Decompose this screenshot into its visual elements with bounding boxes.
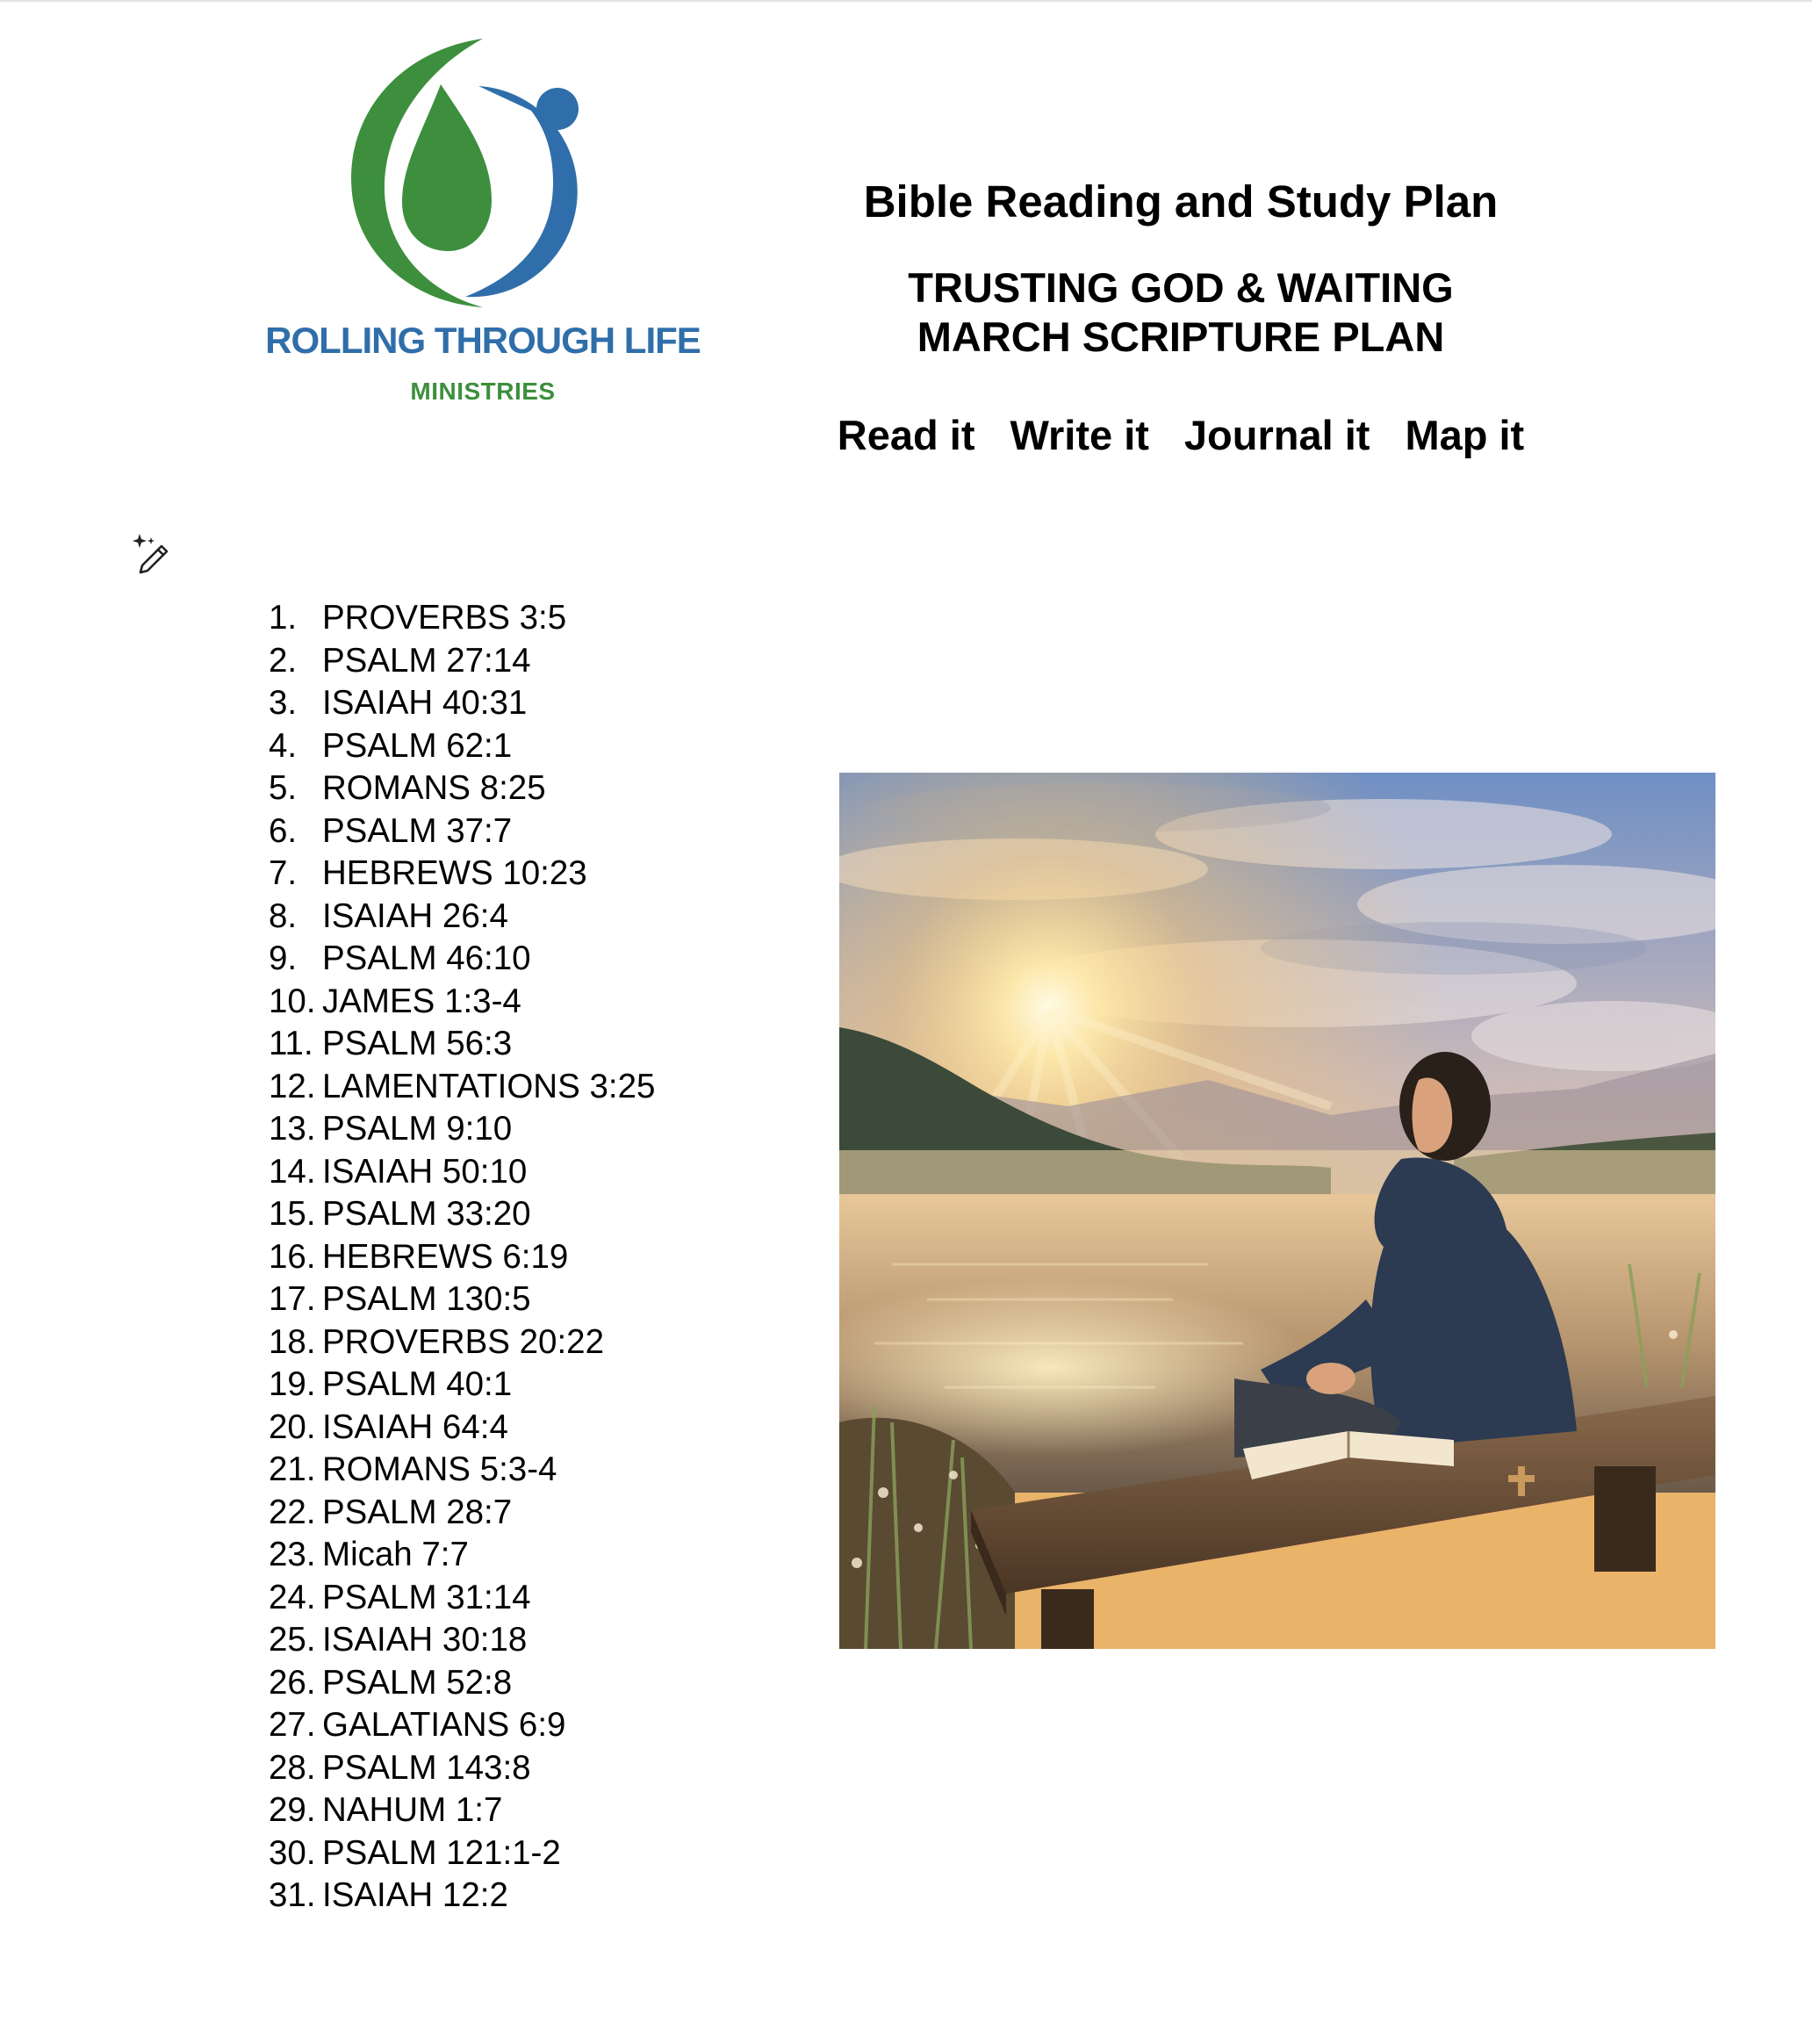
- reading-reference: NAHUM 1:7: [322, 1791, 503, 1829]
- reading-number: 10.: [269, 982, 316, 1020]
- reading-item: [269, 981, 655, 1024]
- reading-reference: JAMES 1:3-4: [322, 982, 521, 1020]
- reading-reference: PSALM 33:20: [322, 1195, 531, 1233]
- reading-number: 19.: [269, 1365, 316, 1403]
- step-map: Map it: [1405, 412, 1525, 458]
- reading-item: [269, 1492, 655, 1535]
- reading-item: [269, 1704, 655, 1747]
- reading-item: [269, 1832, 655, 1875]
- reading-number: 15.: [269, 1195, 316, 1233]
- reading-number: 18.: [269, 1322, 316, 1361]
- reading-item: [269, 682, 655, 725]
- reading-reference: ISAIAH 12:2: [322, 1876, 508, 1914]
- reading-number: 28.: [269, 1748, 316, 1787]
- reading-item: [269, 1023, 655, 1066]
- reading-item: [269, 767, 655, 810]
- theme-line-2: MARCH SCRIPTURE PLAN: [917, 313, 1445, 360]
- reading-item: [269, 1662, 655, 1705]
- reading-reference: PSALM 56:3: [322, 1025, 513, 1062]
- reading-reference: PSALM 121:1-2: [322, 1833, 561, 1872]
- reading-item: [269, 1449, 655, 1492]
- reading-reference: PSALM 130:5: [322, 1280, 531, 1318]
- top-rule: [0, 0, 1812, 2]
- reading-reference: PSALM 143:8: [322, 1748, 531, 1787]
- reading-item: [269, 1278, 655, 1321]
- reading-reference: GALATIANS 6:9: [322, 1706, 566, 1744]
- reading-item: [269, 938, 655, 981]
- reading-number: 9.: [269, 939, 298, 977]
- reading-item: [269, 1789, 655, 1832]
- reading-item: [269, 1407, 655, 1450]
- reading-reference: Micah 7:7: [322, 1536, 469, 1573]
- reading-reference: HEBREWS 10:23: [322, 854, 587, 892]
- ministry-logo-icon: [334, 33, 623, 323]
- reading-item: [269, 853, 655, 896]
- reading-item: [269, 1236, 655, 1279]
- reading-reference: ISAIAH 50:10: [322, 1152, 528, 1191]
- reading-item: [269, 1108, 655, 1151]
- reading-number: 24.: [269, 1578, 316, 1616]
- reading-number: 22.: [269, 1493, 316, 1531]
- reading-number: 20.: [269, 1407, 316, 1446]
- reading-item: [269, 640, 655, 683]
- reading-number: 30.: [269, 1833, 316, 1872]
- reading-number: 26.: [269, 1663, 316, 1702]
- reading-reference: PSALM 27:14: [322, 641, 531, 680]
- reading-number: 29.: [269, 1791, 316, 1829]
- reading-number: 12.: [269, 1067, 316, 1105]
- reading-reference: PSALM 46:10: [322, 939, 531, 977]
- reading-item: [269, 1534, 655, 1577]
- magic-pen-icon[interactable]: [130, 532, 174, 576]
- step-journal: Journal it: [1183, 412, 1370, 458]
- reading-number: 4.: [269, 726, 298, 765]
- reading-item: [269, 810, 655, 853]
- reading-item: [269, 597, 655, 640]
- reading-reference: PSALM 28:7: [322, 1493, 513, 1531]
- reading-number: 13.: [269, 1110, 316, 1148]
- reading-number: 17.: [269, 1280, 316, 1318]
- reading-number: 8.: [269, 896, 298, 935]
- reading-number: 7.: [269, 854, 298, 892]
- reading-reference: ROMANS 8:25: [322, 769, 546, 807]
- reading-item: [269, 1066, 655, 1109]
- reading-item: [269, 1151, 655, 1194]
- reading-reference: PSALM 40:1: [322, 1365, 513, 1403]
- plan-title: Bible Reading and Study Plan: [863, 176, 1499, 227]
- reading-item: [269, 896, 655, 939]
- reading-item: [269, 1321, 655, 1364]
- reading-number: 2.: [269, 641, 298, 680]
- reading-number: 6.: [269, 811, 298, 850]
- step-write: Write it: [1010, 412, 1149, 458]
- reading-number: 23.: [269, 1536, 316, 1573]
- reading-reference: PROVERBS 3:5: [322, 599, 567, 637]
- reading-reference: PSALM 62:1: [322, 726, 513, 765]
- logo-name: ROLLING THROUGH LIFE: [265, 320, 701, 361]
- reading-item: [269, 725, 655, 768]
- reading-reference: PSALM 37:7: [322, 811, 513, 850]
- reading-number: 14.: [269, 1152, 316, 1191]
- reading-list: [269, 597, 655, 1918]
- reading-number: 31.: [269, 1876, 316, 1914]
- reading-number: 11.: [269, 1025, 313, 1062]
- logo-subtitle: MINISTRIES: [410, 378, 556, 405]
- study-steps: [790, 411, 1571, 459]
- reading-reference: PSALM 52:8: [322, 1663, 513, 1702]
- reading-number: 21.: [269, 1450, 316, 1488]
- reading-number: 1.: [269, 599, 298, 637]
- reading-number: 27.: [269, 1706, 316, 1744]
- reading-reference: ISAIAH 40:31: [322, 684, 528, 722]
- reading-reference: ISAIAH 64:4: [322, 1407, 508, 1446]
- reading-item: [269, 1193, 655, 1236]
- reading-reference: ISAIAH 30:18: [322, 1621, 528, 1659]
- reading-item: [269, 1747, 655, 1790]
- reading-item: [269, 1577, 655, 1620]
- reading-reference: ISAIAH 26:4: [322, 896, 508, 935]
- reading-item: [269, 1875, 655, 1918]
- sunrise-lake-photo: [839, 773, 1715, 1649]
- reading-reference: HEBREWS 6:19: [322, 1237, 569, 1276]
- reading-item: [269, 1619, 655, 1662]
- reading-reference: PROVERBS 20:22: [322, 1322, 604, 1361]
- reading-item: [269, 1364, 655, 1407]
- reading-reference: LAMENTATIONS 3:25: [322, 1067, 656, 1105]
- reading-number: 25.: [269, 1621, 316, 1659]
- reading-number: 16.: [269, 1237, 316, 1276]
- reading-reference: PSALM 31:14: [322, 1578, 531, 1616]
- reading-reference: ROMANS 5:3-4: [322, 1450, 557, 1488]
- theme-line-1: TRUSTING GOD & WAITING: [908, 264, 1454, 311]
- reading-number: 5.: [269, 769, 298, 807]
- reading-number: 3.: [269, 684, 298, 722]
- step-read: Read it: [837, 412, 975, 458]
- reading-reference: PSALM 9:10: [322, 1110, 513, 1148]
